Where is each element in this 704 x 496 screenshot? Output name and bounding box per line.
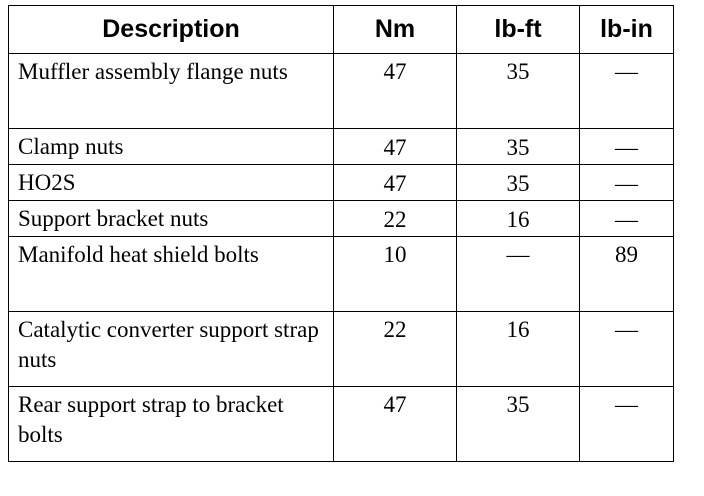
cell-description: Support bracket nuts bbox=[9, 201, 334, 237]
cell-lb-ft: 35 bbox=[457, 54, 580, 129]
cell-nm: 47 bbox=[334, 54, 457, 129]
cell-lb-in: — bbox=[580, 387, 674, 462]
cell-lb-ft: 35 bbox=[457, 387, 580, 462]
cell-lb-in: 89 bbox=[580, 237, 674, 312]
header-row bbox=[9, 6, 674, 54]
table-row bbox=[9, 165, 674, 201]
cell-description: HO2S bbox=[9, 165, 334, 201]
header-lb-ft: lb-ft bbox=[457, 6, 580, 54]
cell-lb-ft: — bbox=[457, 237, 580, 312]
cell-lb-ft: 16 bbox=[457, 312, 580, 387]
cell-description: Clamp nuts bbox=[9, 129, 334, 165]
cell-nm: 10 bbox=[334, 237, 457, 312]
cell-description: Catalytic converter support strap nuts bbox=[9, 312, 334, 387]
cell-nm: 47 bbox=[334, 165, 457, 201]
cell-lb-in: — bbox=[580, 129, 674, 165]
table-row bbox=[9, 54, 674, 129]
header-nm: Nm bbox=[334, 6, 457, 54]
cell-lb-in: — bbox=[580, 312, 674, 387]
cell-nm: 47 bbox=[334, 129, 457, 165]
header-description: Description bbox=[9, 6, 334, 54]
cell-nm: 22 bbox=[334, 201, 457, 237]
table-row bbox=[9, 201, 674, 237]
cell-description: Manifold heat shield bolts bbox=[9, 237, 334, 312]
table-row bbox=[9, 237, 674, 312]
cell-description: Muffler assembly flange nuts bbox=[9, 54, 334, 129]
table-row bbox=[9, 387, 674, 462]
table-row bbox=[9, 129, 674, 165]
table-row bbox=[9, 312, 674, 387]
cell-nm: 47 bbox=[334, 387, 457, 462]
cell-description: Rear support strap to bracket bolts bbox=[9, 387, 334, 462]
cell-lb-ft: 35 bbox=[457, 165, 580, 201]
cell-lb-in: — bbox=[580, 54, 674, 129]
cell-nm: 22 bbox=[334, 312, 457, 387]
header-lb-in: lb-in bbox=[580, 6, 674, 54]
cell-lb-in: — bbox=[580, 165, 674, 201]
cell-lb-ft: 35 bbox=[457, 129, 580, 165]
cell-lb-in: — bbox=[580, 201, 674, 237]
torque-specifications-table bbox=[8, 5, 674, 462]
cell-lb-ft: 16 bbox=[457, 201, 580, 237]
